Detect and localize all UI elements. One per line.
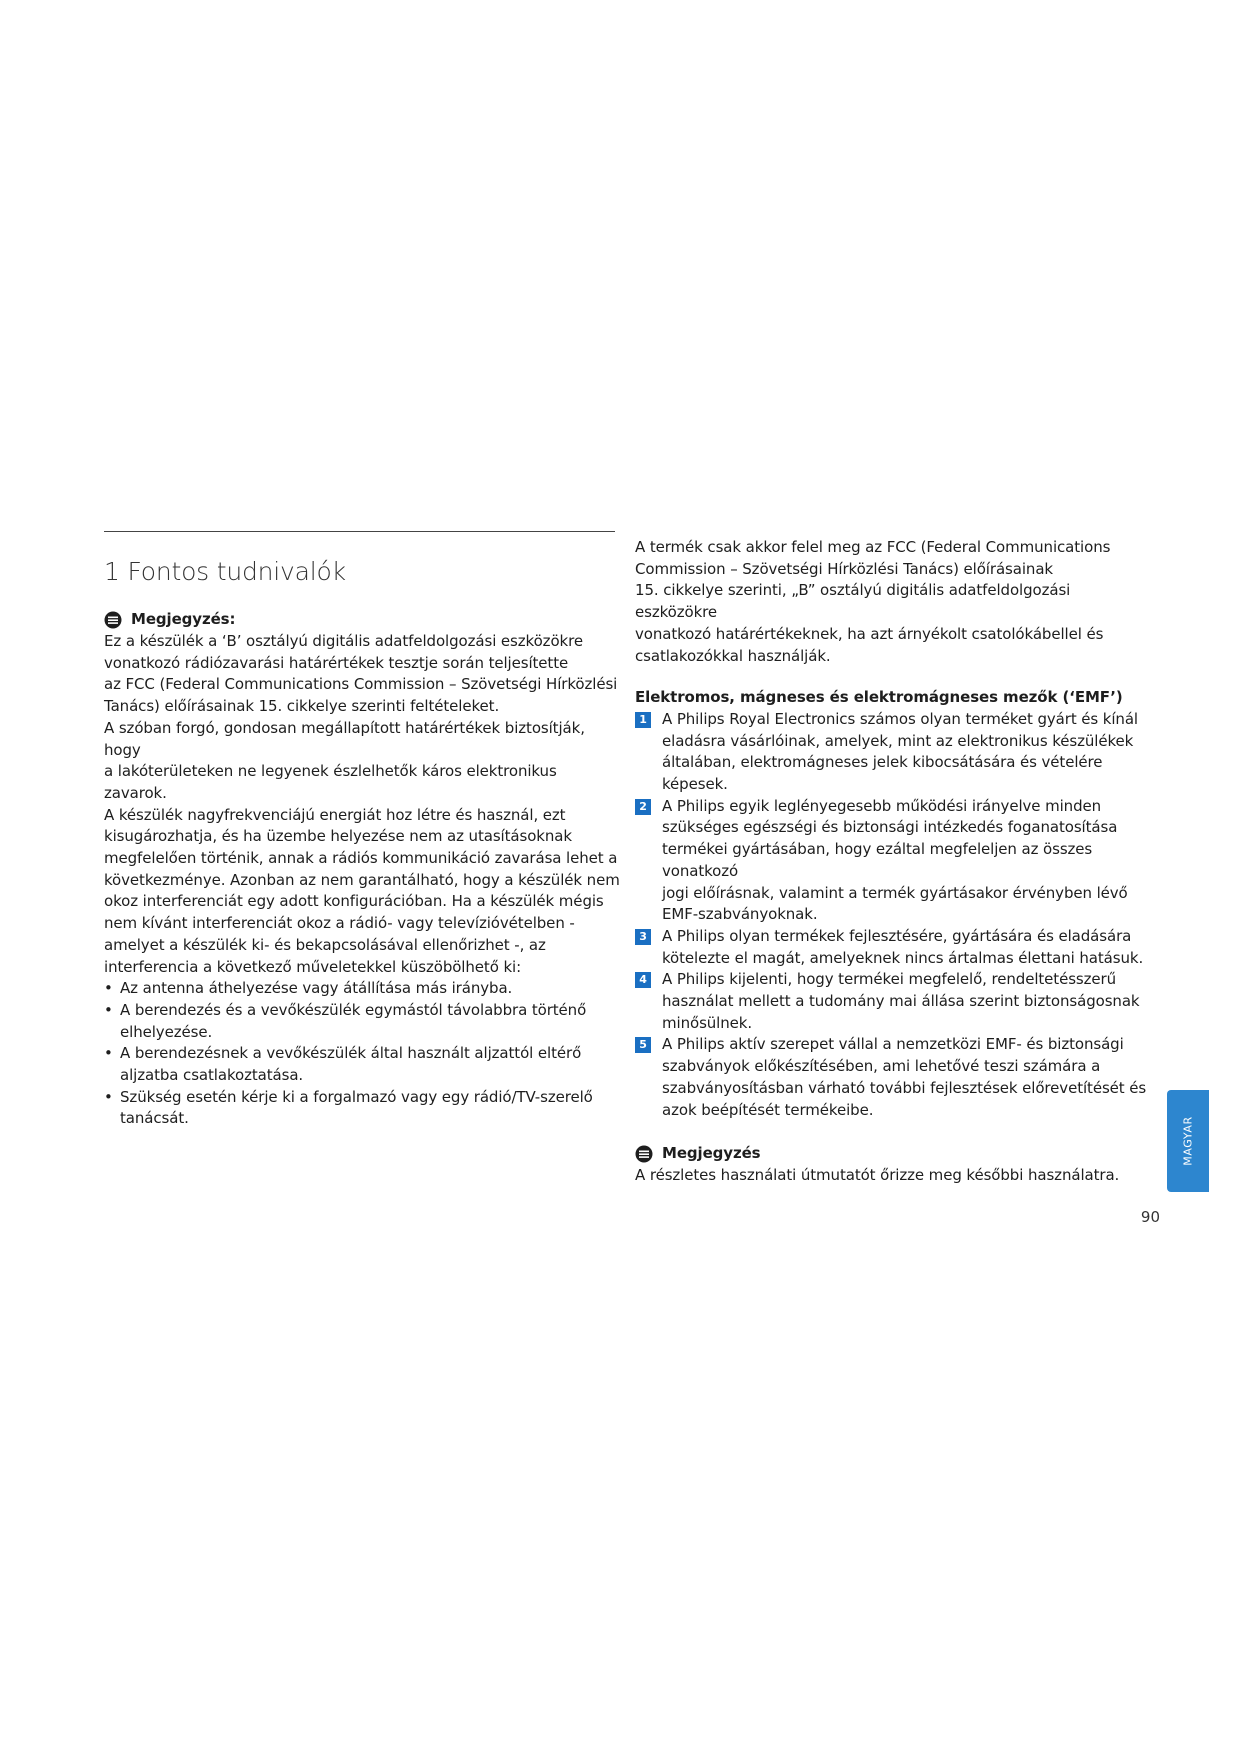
bullet-dot: • [104,979,113,998]
emf-item [635,796,1155,926]
emf-line: A Philips aktív szerepet vállal a nemzetközi EMF- és biztonsági [662,1035,1124,1054]
emf-numbered-list [635,709,1155,1121]
paragraph-line: kisugározhatja, és ha üzembe helyezése nem az utasításoknak [104,827,572,846]
right-column [635,537,1155,1187]
bullet-dot: • [104,1044,113,1063]
bullet-line: A berendezés és a vevőkészülék egymástól távolabbra történő [120,1000,587,1019]
paragraph-line: Tanács) előírásainak 15. cikkelye szerinti feltételeket. [104,697,500,716]
bullet-dot: • [104,1000,113,1019]
language-tab-label: MAGYAR [1181,1116,1195,1166]
note-text: A részletes használati útmutatót őrizze meg későbbi használatra. [635,1166,1120,1185]
number-badge: 4 [635,972,651,988]
emf-line: A Philips Royal Electronics számos olyan terméket gyárt és kínál [662,709,1139,728]
paragraph-line: A szóban forgó, gondosan megállapított határértékek biztosítják, hogy [104,718,585,759]
paragraph-line: A készülék nagyfrekvenciájú energiát hoz létre és használ, ezt [104,805,566,824]
bullet-line: A berendezésnek a vevőkészülék által használt aljzattól eltérő [120,1044,582,1063]
emf-heading: Elektromos, mágneses és elektromágneses mezők (‘EMF’) [635,688,1123,707]
number-badge: 2 [635,799,651,815]
emf-item [635,926,1155,969]
page-number: 90 [1140,1208,1160,1226]
paragraph-line: vonatkozó határértékeknek, ha azt árnyékolt csatolókábellel és [635,624,1104,643]
number-badge: 1 [635,712,651,728]
emf-line: A Philips olyan termékek fejlesztésére, gyártására és eladására [662,926,1132,945]
note-icon [104,611,122,629]
emf-item [635,1034,1155,1121]
paragraph-line: amelyet a készülék ki- és bekapcsolásával ellenőrizhet -, az [104,935,546,954]
emf-line: minősülnek. [662,1013,753,1032]
emf-line: általában, elektromágneses jelek kibocsátására és vételére képesek. [662,753,1103,794]
bullet-line: aljzatba csatlakoztatása. [120,1066,304,1085]
paragraph-line: megfelelően történik, annak a rádiós kommunikáció zavarása lehet a [104,849,618,868]
note-title: Megjegyzés: [131,610,236,629]
paragraph-line: csatlakozókkal használják. [635,646,831,665]
emf-item [635,709,1155,796]
paragraph-line: nem kívánt interferenciát okoz a rádió- vagy televízióvételben - [104,914,575,933]
fcc-paragraph [104,631,624,978]
emf-line: A Philips kijelenti, hogy termékei megfelelő, rendeltetésszerű [662,970,1117,989]
emf-line: jogi előírásnak, valamint a termék gyártásakor érvényben lévő [662,883,1128,902]
fcc-intro-paragraph [635,537,1155,667]
paragraph-line: a lakóterületeken ne legyenek észlelhetők káros elektronikus zavarok. [104,762,557,802]
emf-line: szabványosításban várható további fejlesztések előrevetítését és [662,1078,1147,1097]
bullet-item [104,1043,624,1086]
emf-line: A Philips egyik leglényegesebb működési irányelve minden [662,796,1102,815]
section-title: 1 Fontos tudnivalók [104,557,346,586]
language-tab [1167,1090,1209,1192]
note-heading [635,1143,1155,1165]
note-icon [635,1145,653,1163]
left-column [104,557,624,1130]
paragraph-line: 15. cikkelye szerinti, „B” osztályú digitális adatfeldolgozási eszközökre [635,581,1071,622]
emf-line: EMF-szabványoknak. [662,905,818,924]
emf-line: használat mellett a tudomány mai állása szerint biztonságosnak [662,992,1140,1011]
bullet-item [104,1000,624,1043]
paragraph-line: interferencia a következő műveletekkel küszöbölhető ki: [104,957,522,976]
bullet-line: elhelyezése. [120,1022,213,1041]
bullet-dot: • [104,1087,113,1106]
bullet-line: Szükség esetén kérje ki a forgalmazó vagy egy rádió/TV-szerelő [120,1087,593,1106]
emf-item [635,969,1155,1034]
bullet-line: Az antenna áthelyezése vagy átállítása más irányba. [120,979,513,998]
emf-line: eladásra vásárlóinak, amelyek, mint az elektronikus készülékek [662,731,1134,750]
emf-line: termékei gyártásában, hogy ezáltal megfeleljen az összes vonatkozó [662,840,1093,880]
number-badge: 3 [635,929,651,945]
paragraph-line: vonatkozó rádiózavarási határértékek tesztje során teljesítette [104,653,569,672]
paragraph-line: az FCC (Federal Communications Commission – Szövetségi Hírközlési [104,675,618,694]
section-rule [104,531,615,532]
interference-bullet-list [104,978,624,1130]
paragraph-line: következménye. Azonban az nem garantálható, hogy a készülék nem [104,870,620,889]
emf-line: szabványok előkészítésében, ami lehetővé teszi számára a [662,1057,1101,1076]
paragraph-line: Ez a készülék a ‘B’ osztályú digitális adatfeldolgozási eszközökre [104,632,583,650]
paragraph-line: Commission – Szövetségi Hírközlési Tanács) előírásainak [635,559,1053,578]
paragraph-line: okoz interferenciát egy adott konfigurációban. Ha a készülék mégis [104,892,604,911]
note-heading [104,609,624,631]
emf-line: kötelezte el magát, amelyeknek nincs ártalmas élettani hatásuk. [662,948,1144,967]
number-badge: 5 [635,1037,651,1053]
emf-line: azok beépítését termékeibe. [662,1100,874,1119]
note-title: Megjegyzés [662,1144,761,1163]
emf-line: szükséges egészségi és biztonsági intézkedés foganatosítása [662,818,1118,837]
bullet-item [104,978,624,1000]
paragraph-line: A termék csak akkor felel meg az FCC (Federal Communications [635,538,1111,556]
bullet-line: tanácsát. [120,1109,189,1128]
bullet-item [104,1087,624,1130]
